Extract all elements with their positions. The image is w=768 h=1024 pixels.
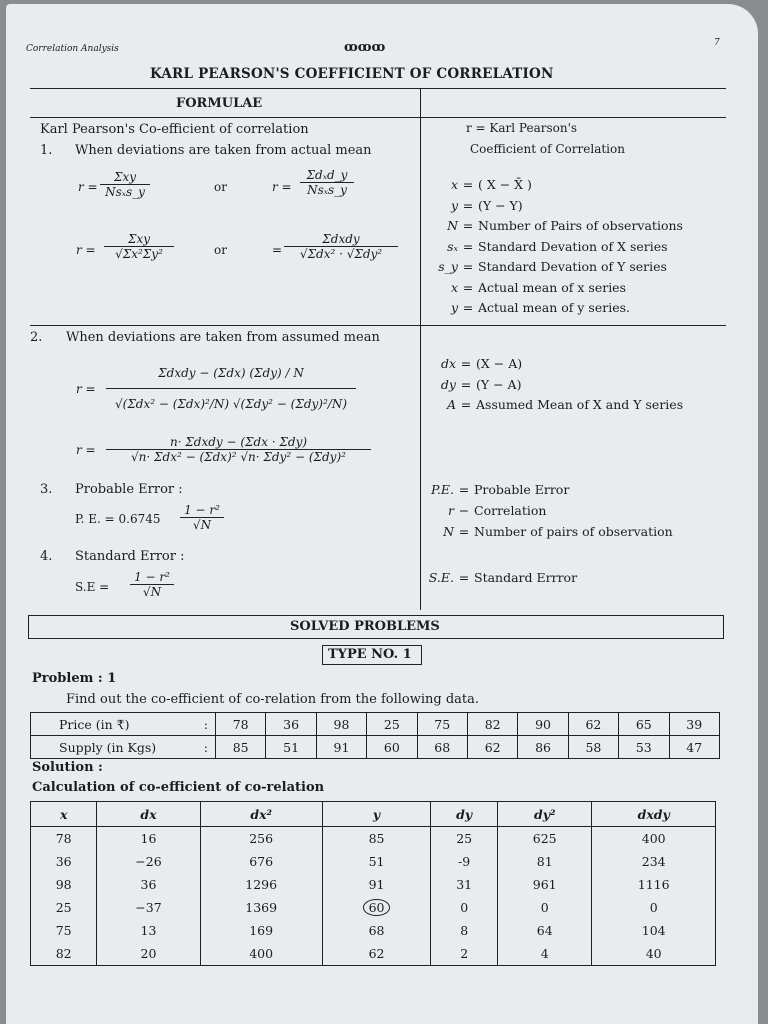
page-number: 7 [714,38,720,48]
calc-cell: 1369 [200,896,322,919]
numerator: Σdxdy [284,232,398,247]
formula-fraction [300,168,354,197]
calc-cell: 4 [498,942,592,966]
definition-row [430,280,626,295]
definition-text: Standard Errror [474,570,578,585]
or-text: or [214,243,227,257]
calc-cell: 82 [55,946,72,961]
r-definition-cont: Coefficient of Correlation [470,142,625,156]
data-cell: 98 [316,713,366,736]
item-number: 4. [40,549,53,564]
definition-text: Probable Error [474,482,570,497]
calc-cell: 20 [97,942,200,966]
definition-symbol: N [443,524,454,539]
calc-header-cell: dx [97,802,200,827]
data-cell: 82 [467,713,517,736]
definition-equals: = [462,177,474,192]
denominator: √n· Σdx² − (Σdx)² √n· Σdy² − (Σdy)² [131,450,346,464]
circled-value: 60 [363,899,391,916]
calc-cell: −26 [97,850,200,873]
calc-cell: 104 [592,919,716,942]
definition-equals: = [460,376,472,392]
calc-cell: 0 [592,896,716,919]
definition-text: Actual mean of y series. [478,300,630,315]
formula-fraction [106,360,356,411]
definition-equals: − [458,503,470,518]
definition-text: Number of pairs of observation [474,524,673,539]
calc-cell: 1296 [200,873,322,896]
calc-header-cell: dy [431,802,498,827]
numerator: Σdxdy − (Σdx) (Σdy) / N [106,360,356,389]
definition-row [426,570,577,585]
definition-row [428,377,521,392]
data-cell: 39 [669,713,719,736]
rule [30,325,726,326]
calc-heading: Calculation of co-efficient of co-relation [32,780,325,795]
calc-cell: 13 [97,919,200,942]
formula-fraction [106,435,371,464]
data-cell: 51 [266,736,316,759]
calc-cell: -9 [431,850,498,873]
denominator: √(Σdx² − (Σdx)²/N) √(Σdy² − (Σdy)²/N) [114,397,347,411]
calc-header-cell: y [322,802,431,827]
data-cell: 85 [216,736,266,759]
definition-row [426,503,547,518]
calc-table-row [31,919,716,942]
formula-lhs: r = [76,443,96,457]
denominator: √Σdx² · √Σdy² [299,247,383,261]
definition-symbol: sₓ [447,238,458,254]
definition-row [428,356,522,371]
data-cell: 75 [417,713,467,736]
definition-row [430,259,667,274]
formula-lhs: r = [78,180,98,194]
calc-cell: 8 [431,919,498,942]
calc-cell: 16 [97,827,200,851]
problem-label: Problem : 1 [32,671,117,686]
definition-equals: = [458,482,470,497]
definition-row [430,300,630,315]
calc-cell: 0 [498,896,592,919]
formula-lhs: r = [272,180,292,194]
calc-cell: 25 [431,827,498,851]
row-label-text: Supply (in Kgs) [59,739,157,755]
calc-cell: 64 [498,919,592,942]
definition-text: Number of Pairs of observations [478,218,683,233]
calc-cell: 961 [498,873,592,896]
definition-text: Standard Devation of X series [478,238,668,254]
item-text: Standard Error : [75,549,185,564]
numerator: 1 − r² [130,570,174,585]
item-number: 3. [40,482,53,497]
formula-lhs: r = [76,382,96,396]
calc-cell: 85 [322,827,431,851]
calc-cell: 68 [322,919,431,942]
definition-equals: = [460,397,472,412]
item-text: When deviations are taken from actual mean [75,143,372,158]
calc-cell: 2 [431,942,498,966]
r-definition: r = Karl Pearson's [466,121,578,135]
definition-symbol: y [450,197,458,213]
data-cell: 68 [417,736,467,759]
definition-row [426,482,569,497]
data-cell: 78 [216,713,266,736]
calc-cell: 81 [498,850,592,873]
calc-cell: 31 [431,873,498,896]
definition-symbol: x [450,177,458,192]
calc-cell: 78 [55,831,72,846]
calc-cell: 0 [431,896,498,919]
calc-cell: 36 [97,873,200,896]
calc-cell: 40 [592,942,716,966]
definition-text: ( X − X̄ ) [478,177,532,192]
formula-lhs: r = [76,243,96,257]
numerator: Σxy [100,170,150,185]
definition-symbol: S.E. [428,570,454,585]
calc-cell: 91 [322,873,431,896]
calc-cell: 234 [592,850,716,873]
denominator: √Σx²Σy² [115,247,163,261]
definition-equals: = [462,218,474,233]
definition-symbol: s_y [438,259,458,274]
rule [30,117,726,118]
type-heading: TYPE NO. 1 [328,647,412,662]
or-text: or [214,180,227,194]
calc-cell: 676 [200,850,322,873]
calc-cell: 256 [200,827,322,851]
denominator: √N [192,518,212,532]
row-label-sep: : [203,739,208,755]
data-cell: 58 [568,736,618,759]
row-label-text: Price (in ₹) [59,716,130,732]
data-cell: 91 [316,736,366,759]
data-cell: 36 [266,713,316,736]
calc-table-row [31,850,716,873]
data-cell: 62 [467,736,517,759]
calc-cell: 98 [55,877,72,892]
definition-row [430,239,668,254]
formulae-heading: FORMULAE [176,96,263,111]
denominator: Nsₓs_y [307,183,347,197]
item-number: 2. [30,330,43,345]
item-text: Probable Error : [75,482,183,497]
rule [30,88,726,89]
calc-cell: 36 [55,854,72,869]
calc-cell: −37 [97,896,200,919]
calc-header-cell: dxdy [592,802,716,827]
publisher-logo: ꝏꝏꝏ [344,40,386,55]
denominator: Nsₓs_y [105,185,145,199]
definition-text: Standard Devation of Y series [478,259,667,274]
definition-equals: = [462,279,474,295]
definition-equals: = [462,300,474,315]
data-cell: 47 [669,736,719,759]
intro-text: Karl Pearson's Co-efficient of correlation [40,122,309,137]
data-table [30,712,720,759]
formula-fraction [284,232,398,261]
data-table-row [31,713,720,736]
definition-text: (Y − A) [476,376,522,392]
definition-symbol: x [450,279,458,295]
calc-table [30,801,716,966]
data-cell: 65 [619,713,669,736]
solved-heading: SOLVED PROBLEMS [290,619,440,634]
solution-label: Solution : [32,760,103,775]
data-cell: 86 [518,736,568,759]
numerator: 1 − r² [180,503,224,518]
calc-cell: 625 [498,827,592,851]
calc-table-row [31,942,716,966]
calc-cell: 400 [592,827,716,851]
numerator: n· Σdxdy − (Σdx · Σdy) [106,435,371,450]
row-label-sep: : [203,716,208,732]
definition-symbol: dx [440,356,456,371]
definition-row [428,397,683,412]
item-number: 1. [40,143,53,158]
data-row-label [31,736,216,759]
item-text: When deviations are taken from assumed mean [66,330,380,345]
definition-equals: = [462,259,474,274]
numerator: Σxy [104,232,174,247]
data-cell: 90 [518,713,568,736]
definition-symbol: N [447,218,458,233]
formula-fraction [104,232,174,261]
data-table-row [31,736,720,759]
pe-formula: P. E. = 0.6745 [75,512,161,526]
definition-text: Assumed Mean of X and Y series [476,397,684,412]
calc-cell: 62 [322,942,431,966]
definition-symbol: r [448,503,454,518]
calc-table-row [31,827,716,851]
definition-row [426,524,673,539]
calc-cell: 25 [55,900,72,915]
calc-cell: 1116 [592,873,716,896]
formula-lhs: = [272,243,283,257]
running-header: Correlation Analysis [26,44,119,54]
definition-symbol: P.E. [431,482,454,497]
definition-row [430,218,683,233]
formula-fraction [100,170,150,199]
definition-equals: = [462,238,474,254]
definition-symbol: y [450,300,458,315]
calc-header-cell: dy² [498,802,592,827]
calc-header-cell: dx² [200,802,322,827]
calc-cell [322,896,431,919]
definition-text: (Y − Y) [478,197,523,213]
definition-equals: = [460,356,472,371]
calc-header-cell: x [31,802,97,827]
column-divider [420,88,421,610]
definition-equals: = [458,524,470,539]
formula-fraction [180,503,224,532]
denominator: √N [142,585,162,599]
calc-cell: 75 [55,923,72,938]
page-title: KARL PEARSON'S COEFFICIENT OF CORRELATION [150,66,554,82]
definition-text: Actual mean of x series [478,279,626,295]
problem-text: Find out the co-efficient of co-relation from the following data. [66,692,480,707]
data-cell: 60 [367,736,417,759]
definition-symbol: A [446,397,456,412]
definition-text: (X − A) [476,356,523,371]
definition-equals: = [458,570,470,585]
definition-equals: = [462,197,474,213]
definition-row [430,177,532,192]
calc-cell: 169 [200,919,322,942]
data-cell: 53 [619,736,669,759]
definition-row [430,198,523,213]
se-formula: S.E = [75,580,110,594]
formula-fraction [130,570,174,599]
data-cell: 25 [367,713,417,736]
data-row-label [31,713,216,736]
numerator: Σdₓd_y [300,168,354,183]
definition-text: Correlation [474,503,547,518]
calc-table-row [31,896,716,919]
data-cell: 62 [568,713,618,736]
calc-cell: 400 [200,942,322,966]
definition-symbol: dy [440,376,456,392]
calc-table-row [31,873,716,896]
calc-cell: 51 [322,850,431,873]
